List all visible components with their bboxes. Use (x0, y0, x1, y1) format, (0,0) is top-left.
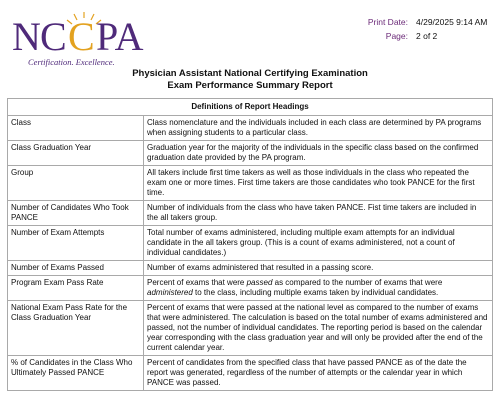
definition-cell: Percent of candidates from the specified class that have passed PANCE as of the date the report was generated, regardless of the number of attempts or the calendar year in which PANCE was passed. (144, 356, 493, 391)
page-value: 2 of 2 (416, 31, 438, 41)
definition-cell: Class nomenclature and the individuals included in each class are determined by PA programs when assigning students to a particular class. (144, 116, 493, 141)
definition-cell: Graduation year for the majority of the individuals in the specific class based on the confirmed graduation date provided by the PA program. (144, 141, 493, 166)
definition-text: Percent of exams that were (147, 278, 247, 287)
definitions-heading-row (8, 99, 493, 116)
print-date-row (368, 15, 490, 29)
table-row (8, 356, 493, 391)
definition-cell: All takers include first time takers as well as those individuals in the class who repeated the exam one or more times. First time takers are those candidates who took PANCE for the first time. (144, 166, 493, 201)
table-row (8, 141, 493, 166)
term-cell: Number of Exams Passed (8, 261, 144, 276)
table-row (8, 116, 493, 141)
definition-cell: Total number of exams administered, including multiple exam attempts for an individual candidate in the all takers group. (This is a count of exams administered, not a count of individual candidates.) (144, 226, 493, 261)
definitions-heading: Definitions of Report Headings (8, 99, 493, 116)
term-cell: Number of Candidates Who Took PANCE (8, 201, 144, 226)
definition-cell: Number of individuals from the class who have taken PANCE. Fist time takers are included in the all takers group. (144, 201, 493, 226)
definition-text: as compared to the number of exams that were (272, 278, 443, 287)
logo-letters-ncc: N (12, 14, 41, 59)
logo-letters-pa: PA (96, 14, 144, 59)
term-cell: Program Exam Pass Rate (8, 276, 144, 301)
table-row (8, 201, 493, 226)
definition-emphasis: administered (147, 288, 193, 297)
table-row (8, 166, 493, 201)
definition-cell: Number of exams administered that resulted in a passing score. (144, 261, 493, 276)
table-row (8, 301, 493, 356)
definition-text: to the class, including multiple exams taken by individual candidates. (192, 288, 439, 297)
term-cell: Group (8, 166, 144, 201)
page-number-row (368, 29, 490, 43)
nccpa-logo-mark (10, 8, 160, 68)
definitions-table (7, 98, 493, 391)
term-cell: % of Candidates in the Class Who Ultimately Passed PANCE (8, 356, 144, 391)
table-row (8, 276, 493, 301)
print-date-label: Print Date: (367, 17, 408, 27)
definition-cell: Percent of exams that were passed at the national level as compared to the number of exams that were administered. The calculation is based on the total number of exams administered and passed, not the number of individual candidates. The reporting period is based on the calendar year corresponding with the class graduation year and will only be provided after the end of the current calendar year. (144, 301, 493, 356)
report-title-line2: Exam Performance Summary Report (167, 80, 333, 91)
nccpa-logo (10, 8, 160, 68)
definition-emphasis: passed (246, 278, 273, 287)
term-cell: Class (8, 116, 144, 141)
term-cell: Number of Exam Attempts (8, 226, 144, 261)
term-cell: Class Graduation Year (8, 141, 144, 166)
logo-letter-c2: C (68, 14, 95, 59)
print-date-value: 4/29/2025 9:14 AM (416, 17, 488, 27)
logo-letter-c1: C (40, 14, 67, 59)
table-row (8, 261, 493, 276)
term-cell: National Exam Pass Rate for the Class Graduation Year (8, 301, 144, 356)
logo-tagline: Certification. Excellence. (28, 57, 115, 67)
definition-cell (144, 276, 493, 301)
report-title (0, 68, 500, 92)
report-title-line1: Physician Assistant National Certifying Examination (132, 68, 368, 79)
print-info (368, 15, 490, 43)
page-label: Page: (385, 31, 408, 41)
table-row (8, 226, 493, 261)
